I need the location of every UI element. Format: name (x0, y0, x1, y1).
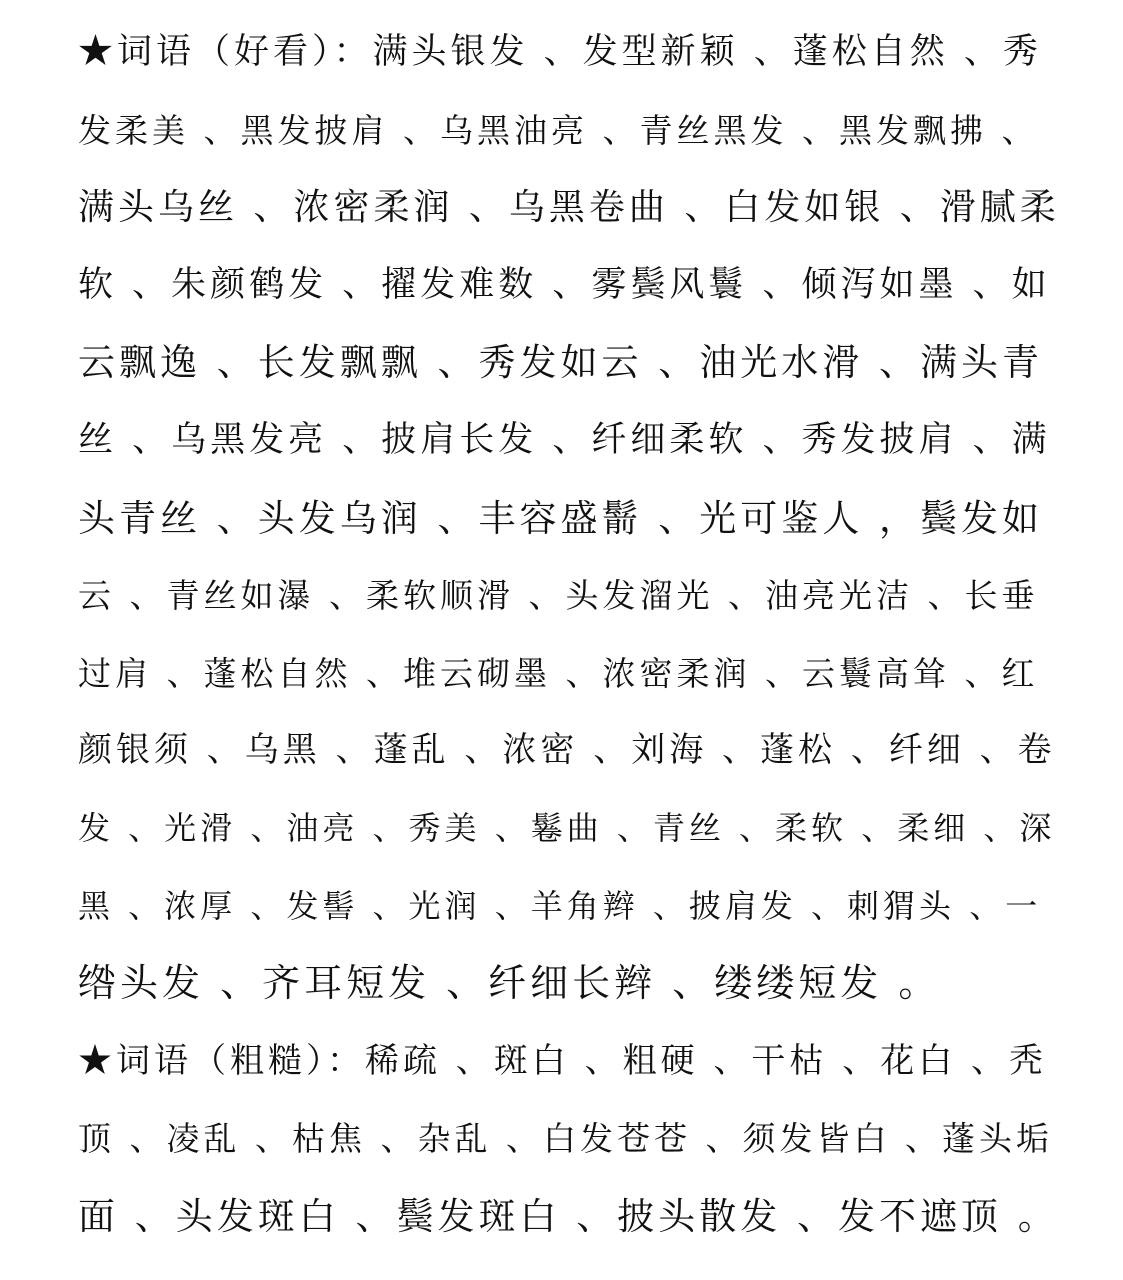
text-line: 黑 、浓厚 、发髻 、光润 、羊角辫 、披肩发 、刺猬头 、一 (78, 886, 1042, 925)
text-line: 面 、头发斑白 、鬓发斑白 、披头散发 、发不遮顶 。 (78, 1194, 1059, 1238)
text-line-rough-heading: ★词语（粗糙）：稀疏 、斑白 、粗硬 、干枯 、花白 、秃 (78, 1040, 1048, 1081)
text-line: 发 、光滑 、油亮 、秀美 、鬈曲 、青丝 、柔软 、柔细 、深 (78, 808, 1056, 847)
text-line: 顶 、凌乱 、枯焦 、杂乱 、白发苍苍 、须发皆白 、蓬头垢 (78, 1119, 1053, 1159)
text-line: 满头乌丝 、浓密柔润 、乌黑卷曲 、白发如银 、滑腻柔 (78, 187, 1060, 229)
document-page (78, 14, 1058, 1256)
text-line: 丝 、乌黑发亮 、披肩长发 、纤细柔软 、秀发披肩 、满 (78, 419, 1051, 460)
text-line: 头青丝 、头发乌润 、丰容盛鬋 、光可鉴人 ，鬓发如 (78, 496, 1044, 540)
text-line: 云 、青丝如瀑 、柔软顺滑 、头发溜光 、油亮光洁 、长垂 (78, 576, 1039, 616)
text-line-good-heading: ★词语（好看）：满头银发 、发型新颖 、蓬松自然 、秀 (78, 32, 1042, 72)
text-line: 软 、朱颜鹤发 、擢发难数 、雾鬓风鬟 、倾泻如墨 、如 (78, 264, 1051, 305)
text-line: 发柔美 、黑发披肩 、乌黑油亮 、青丝黑发 、黑发飘拂 、 (78, 110, 1039, 150)
text-line: 过肩 、蓬松自然 、堆云砌墨 、浓密柔润 、云鬟高耸 、红 (78, 653, 1039, 693)
text-line: 颜银须 、乌黑 、蓬乱 、浓密 、刘海 、蓬松 、纤细 、卷 (78, 730, 1056, 771)
text-line: 绺头发 、齐耳短发 、纤细长辫 、缕缕短发 。 (78, 961, 941, 1006)
text-line: 云飘逸 、长发飘飘 、秀发如云 、油光水滑 、满头青 (78, 341, 1044, 385)
